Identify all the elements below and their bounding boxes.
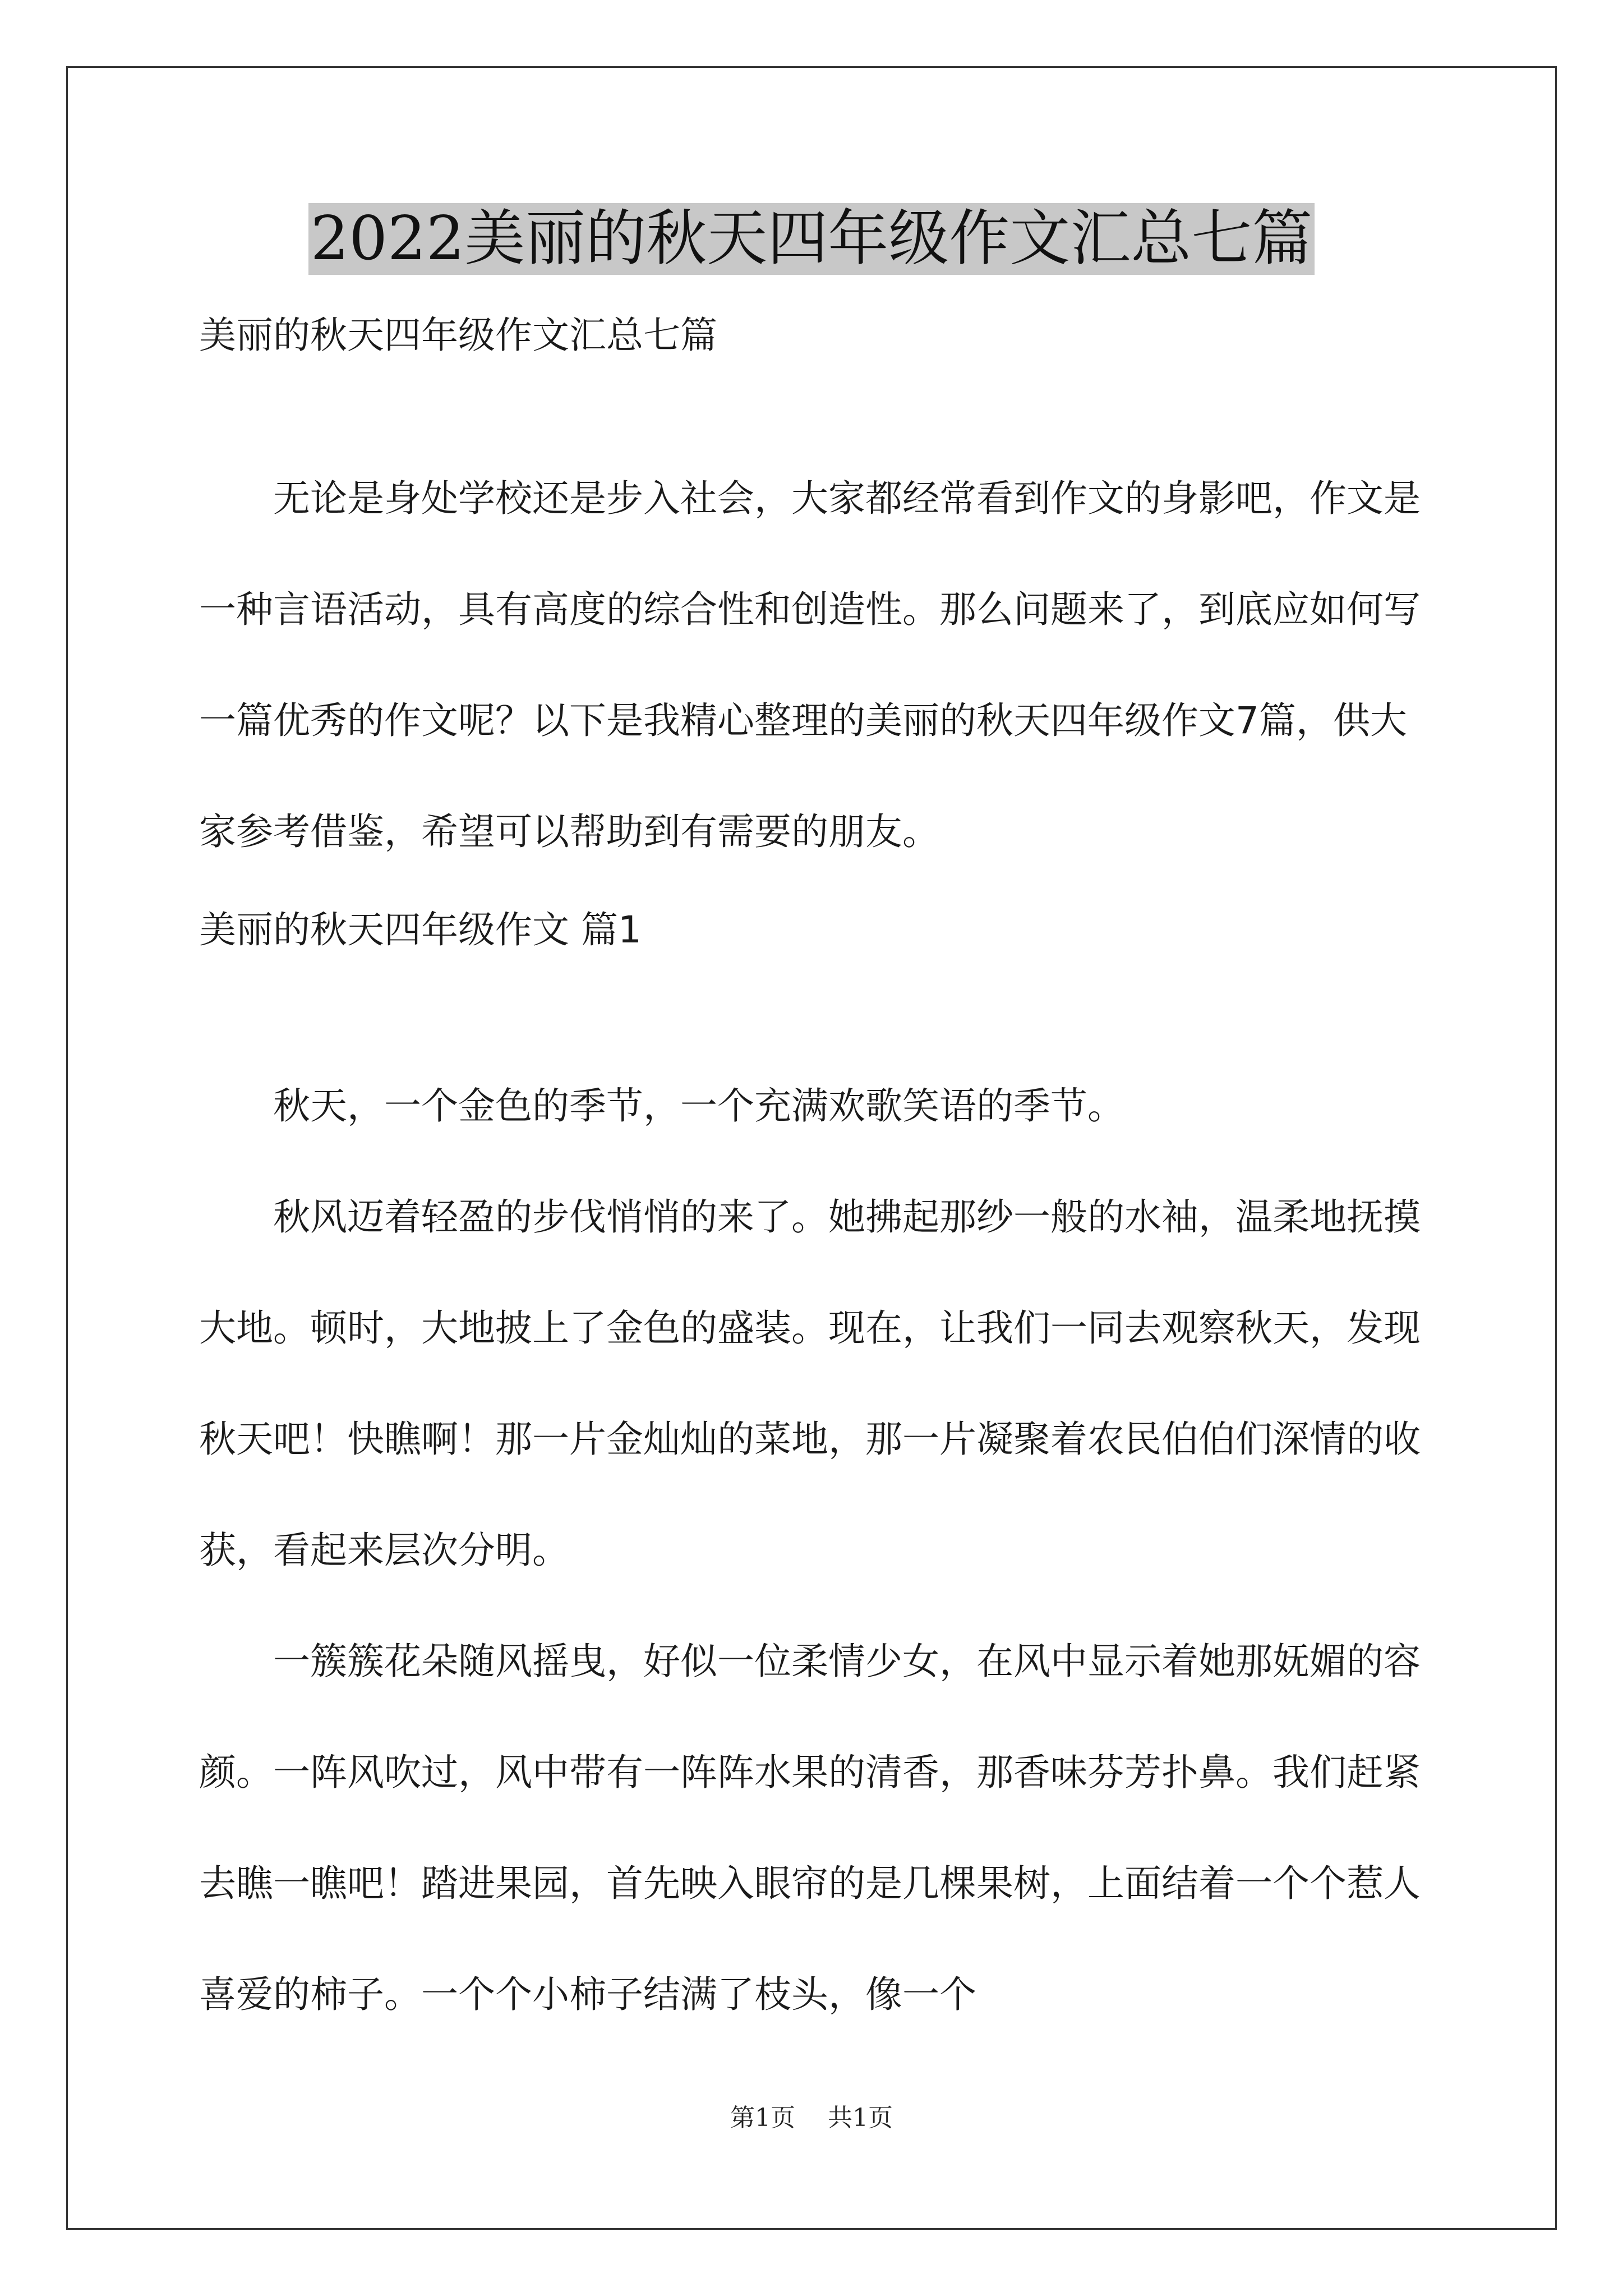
essay-paragraph-3: 一簇簇花朵随风摇曳，好似一位柔情少女，在风中显示着她那妩媚的容颜。一阵风吹过，风中带有一阵阵水果的清香，那香味芬芳扑鼻。我们赶紧去瞧一瞧吧！踏进果园，首先映入眼帘的是几棵果树，上面结着一个个惹人喜爱的柿子。一个个小柿子结满了枝头，像一个 xyxy=(199,1640,1421,2016)
essay-body xyxy=(199,1051,1433,2050)
intro-paragraph: 无论是身处学校还是步入社会，大家都经常看到作文的身影吧，作文是一种言语活动，具有高度的综合性和创造性。那么问题来了，到底应如何写一篇优秀的作文呢？以下是我精心整理的美丽的秋天四年级作文7篇，供大家参考借鉴，希望可以帮助到有需要的朋友。 xyxy=(199,477,1421,853)
intro-section xyxy=(199,443,1433,887)
section-heading: 美丽的秋天四年级作文 篇1 xyxy=(199,908,642,951)
page-footer xyxy=(0,2102,1623,2134)
document-title: 2022美丽的秋天四年级作文汇总七篇 xyxy=(308,203,1315,275)
title-wrapper xyxy=(0,203,1623,275)
page-number-current: 第1页 xyxy=(730,2104,795,2132)
document-subtitle: 美丽的秋天四年级作文汇总七篇 xyxy=(199,314,717,357)
page-number-total: 共1页 xyxy=(828,2104,893,2132)
essay-paragraph-2: 秋风迈着轻盈的步伐悄悄的来了。她拂起那纱一般的水袖，温柔地抚摸大地。顿时，大地披上了金色的盛装。现在，让我们一同去观察秋天，发现秋天吧！快瞧啊！那一片金灿灿的菜地，那一片凝聚着农民伯伯们深情的收获，看起来层次分明。 xyxy=(199,1195,1421,1572)
essay-paragraph-1: 秋天，一个金色的季节，一个充满欢歌笑语的季节。 xyxy=(273,1084,1124,1128)
